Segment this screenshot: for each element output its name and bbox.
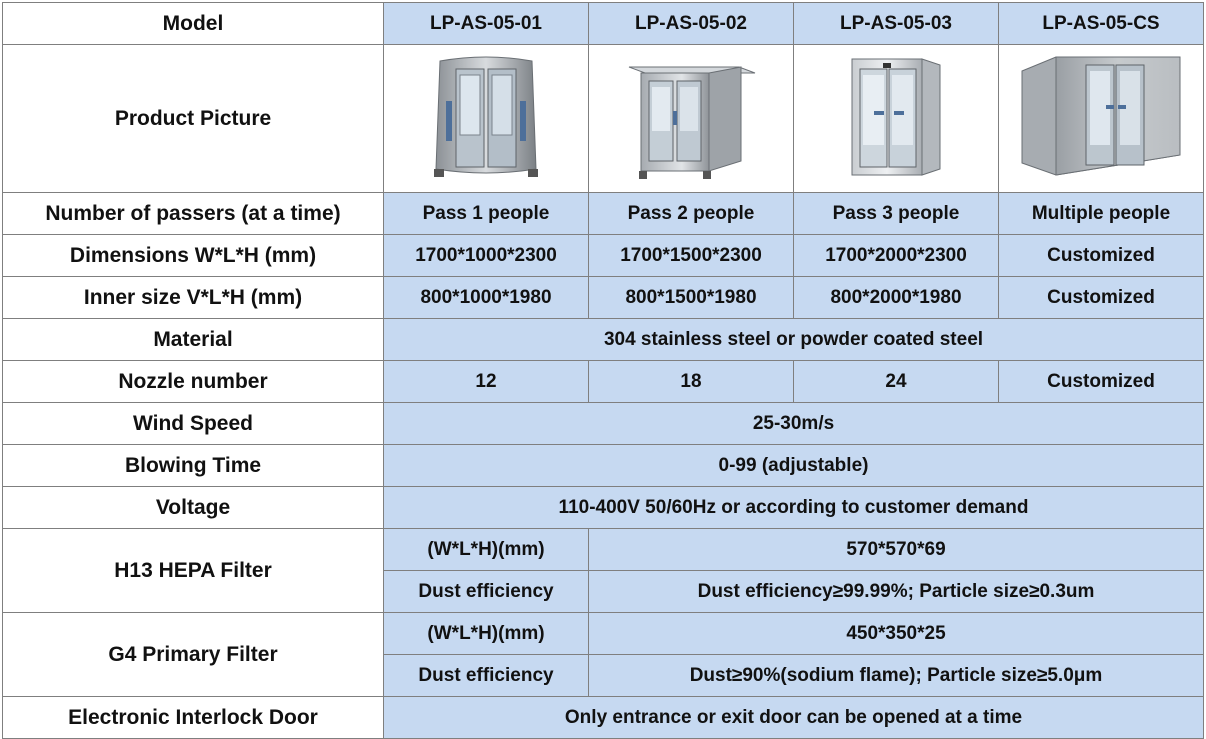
row-label: Blowing Time	[3, 445, 384, 487]
air-shower-canopy-image	[621, 51, 761, 187]
specification-table	[2, 2, 1204, 739]
model-label: Model	[3, 3, 384, 45]
cell-value: 800*2000*1980	[794, 277, 999, 319]
row-label: Voltage	[3, 487, 384, 529]
cell-value: 110-400V 50/60Hz or according to customer demand	[384, 487, 1204, 529]
nozzle-row	[3, 361, 1204, 403]
cell-value: 12	[384, 361, 589, 403]
air-shower-large-image	[1016, 51, 1186, 187]
row-label: Wind Speed	[3, 403, 384, 445]
g4-size-row	[3, 613, 1204, 655]
cell-value: Pass 1 people	[384, 193, 589, 235]
sub-label: (W*L*H)(mm)	[384, 529, 589, 571]
model-name: LP-AS-05-03	[794, 3, 999, 45]
cell-value: 450*350*25	[589, 613, 1204, 655]
dimensions-row	[3, 235, 1204, 277]
cell-value: 800*1500*1980	[589, 277, 794, 319]
voltage-row	[3, 487, 1204, 529]
sub-label: (W*L*H)(mm)	[384, 613, 589, 655]
cell-value: Pass 2 people	[589, 193, 794, 235]
cell-value: Dust≥90%(sodium flame); Particle size≥5.0μm	[589, 655, 1204, 697]
material-row	[3, 319, 1204, 361]
picture-cell	[589, 45, 794, 193]
cell-value: Customized	[999, 277, 1204, 319]
cell-value: 800*1000*1980	[384, 277, 589, 319]
cell-value: Multiple people	[999, 193, 1204, 235]
picture-cell	[794, 45, 999, 193]
cell-value: Only entrance or exit door can be opened at a time	[384, 697, 1204, 739]
picture-cell	[384, 45, 589, 193]
cell-value: 25-30m/s	[384, 403, 1204, 445]
sub-label: Dust efficiency	[384, 655, 589, 697]
model-name: LP-AS-05-02	[589, 3, 794, 45]
sub-label: Dust efficiency	[384, 571, 589, 613]
cell-value: 18	[589, 361, 794, 403]
row-label: H13 HEPA Filter	[3, 529, 384, 613]
cell-value: 0-99 (adjustable)	[384, 445, 1204, 487]
inner-size-row	[3, 277, 1204, 319]
row-label: Nozzle number	[3, 361, 384, 403]
cell-value: 1700*1000*2300	[384, 235, 589, 277]
header-row	[3, 3, 1204, 45]
air-shower-flat-image	[836, 51, 956, 187]
cell-value: Pass 3 people	[794, 193, 999, 235]
row-label: Material	[3, 319, 384, 361]
h13-size-row	[3, 529, 1204, 571]
row-label: G4 Primary Filter	[3, 613, 384, 697]
cell-value: Dust efficiency≥99.99%; Particle size≥0.3um	[589, 571, 1204, 613]
cell-value: 570*570*69	[589, 529, 1204, 571]
cell-value: 1700*1500*2300	[589, 235, 794, 277]
passers-row	[3, 193, 1204, 235]
blowing-time-row	[3, 445, 1204, 487]
picture-row	[3, 45, 1204, 193]
row-label: Dimensions W*L*H (mm)	[3, 235, 384, 277]
cell-value: 24	[794, 361, 999, 403]
air-shower-rounded-image	[426, 51, 546, 187]
cell-value: Customized	[999, 361, 1204, 403]
model-name: LP-AS-05-01	[384, 3, 589, 45]
cell-value: Customized	[999, 235, 1204, 277]
wind-speed-row	[3, 403, 1204, 445]
interlock-row	[3, 697, 1204, 739]
cell-value: 304 stainless steel or powder coated steel	[384, 319, 1204, 361]
row-label: Electronic Interlock Door	[3, 697, 384, 739]
cell-value: 1700*2000*2300	[794, 235, 999, 277]
row-label: Inner size V*L*H (mm)	[3, 277, 384, 319]
picture-cell	[999, 45, 1204, 193]
row-label: Number of passers (at a time)	[3, 193, 384, 235]
model-name: LP-AS-05-CS	[999, 3, 1204, 45]
product-picture-label: Product Picture	[3, 45, 384, 193]
